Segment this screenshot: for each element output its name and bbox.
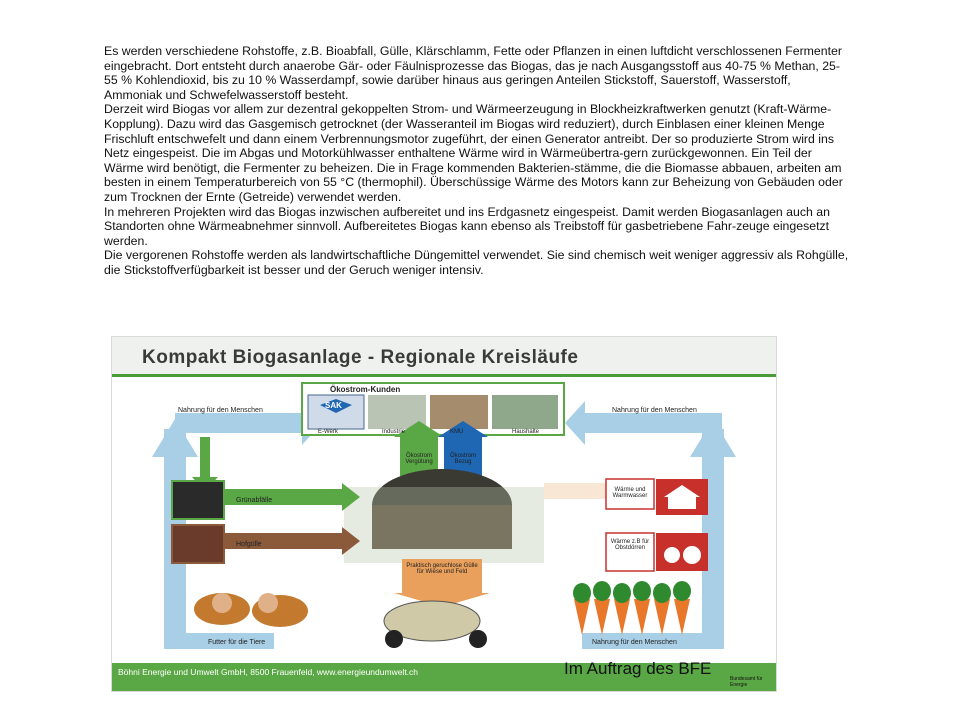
footer-left-text: Böhni Energie und Umwelt GmbH, 8500 Frauenfeld, www.energieundumwelt.ch [118, 667, 419, 677]
paragraph-3: In mehreren Projekten wird das Biogas inzwischen aufbereitet und ins Erdgasnetz eingespeist. Damit werden Biogasanlagen auch an Standorten ohne Wärmeabnehmer sinnvoll. Aufbereitetes Biogas kann ebenso als Treibstoff für gasbetriebene Fahr-zeuge eingesetzt werden. [104, 204, 830, 248]
waerme-obstdoerren-label: Wärme z.B für Obstdörren [610, 539, 650, 551]
customer-e-werk: E-Werk [318, 429, 338, 435]
paragraph-1: Es werden verschiedene Rohstoffe, z.B. Bioabfall, Gülle, Klärschlamm, Fette oder Pflanzen in einen luftdicht verschlossenen Fermenter eingebracht. Dort entsteht durch anaerobe Gär- oder Fäulnisprozesse das Biogas, das je nach Ausgangsstoff aus 40-75 % Methan, 25-55 % Kohlendioxid, bis zu 10 % Wasserdampf, sowie darüber hinaus aus geringen Anteilen Stickstoff, Sauerstoff, Wasserstoff, Ammoniak und Schwefelwasserstoff besteht. [104, 44, 842, 102]
left-top-band [175, 413, 305, 433]
biogas-diagram [111, 336, 777, 692]
haushalte-image [492, 395, 558, 429]
diagram-title: Kompakt Biogasanlage - Regionale Kreisläufe [142, 347, 579, 368]
right-top-arrowhead [565, 401, 585, 445]
hofguelle-label: Hofgülle [236, 541, 262, 548]
apple-icon [683, 546, 701, 564]
footer-right-small-text: Bundesamt für Energie [730, 676, 763, 688]
carrots [574, 599, 690, 635]
nahrung-left-label: Nahrung für den Menschen [178, 407, 263, 414]
hofguelle-image [172, 525, 224, 563]
oekostrom-bezug-label: Ökostrom Bezug [449, 453, 476, 465]
house-body-icon [668, 497, 696, 509]
oekostrom-kunden-label: Ökostrom-Kunden [330, 385, 401, 394]
paragraph-2: Derzeit wird Biogas vor allem zur dezentral gekoppelten Strom- und Wärmeerzeugung in Blockheizkraftwerken genutzt (Kraft-Wärme-Kopplung). Dazu wird das Gasgemisch getrocknet (der Wasseranteil im Biogas wird reduziert), durch Einblasen einer kleinen Menge Frischluft entschwefelt und dann einem Verbrennungsmotor zugeführt, der einen Generator antreibt. Der so produzierte Strom wird ins Netz eingespeist. Die im Abgas und Motorkühlwasser enthaltene Wärme wird in Wärmeübertra-gern zurückgewonnen. Ein Teil der Wärme wird benötigt, die Fermenter zu beheizen. Die in Frage kommenden Bakterien-stämme, die die Biomasse abbauen, arbeiten am besten in einem Temperaturbereich von 55 °C (thermophil). Überschüssige Wärme des Motors kann zur Beheizung von Gebäuden oder zum Trocknen der Ernte (Getreide) verwendet werden. [104, 102, 843, 204]
paragraph-4: Die vergorenen Rohstoffe werden als landwirtschaftliche Düngemittel verwendet. Sie sind chemisch weit weniger aggressiv als Rohgülle, die Stickstoffverfügbarkeit ist besser und der Geruch weniger intensiv. [104, 248, 849, 277]
spreader-wheel-right [469, 630, 487, 648]
spreader-wheel-left [385, 630, 403, 648]
cow-left-head [212, 593, 232, 613]
right-top-band [582, 413, 722, 433]
footer-right-text: Im Auftrag des BFE [564, 659, 712, 678]
nahrung-bottom-label: Nahrung für den Menschen [592, 639, 677, 646]
customer-kmu: KMU [450, 429, 464, 435]
cow-right-head [258, 593, 278, 613]
waerme-warmwasser-label: Wärme und Warmwasser [612, 487, 648, 499]
trees-background [344, 487, 544, 563]
left-green-arrow-stem [200, 437, 210, 479]
gruenabfaelle-label: Grünabfälle [236, 497, 273, 504]
gruenabfaelle-image [172, 481, 224, 519]
nahrung-right-label: Nahrung für den Menschen [612, 407, 697, 414]
pear-icon [664, 547, 680, 563]
sak-logo-text: SAK [325, 401, 342, 410]
oekostrom-verguetung-label: Ökostrom Vergütung [405, 453, 433, 465]
carrot-leaves [573, 581, 691, 603]
praktisch-label: Praktisch geruchlose Gülle für Wiese und Feld [406, 563, 478, 575]
futter-label: Futter für die Tiere [208, 639, 266, 646]
customer-industrie: Industrie [382, 429, 406, 435]
diagram-graphics [112, 337, 776, 691]
body-text [104, 44, 850, 278]
customer-haushalte: Haushalte [512, 429, 540, 435]
